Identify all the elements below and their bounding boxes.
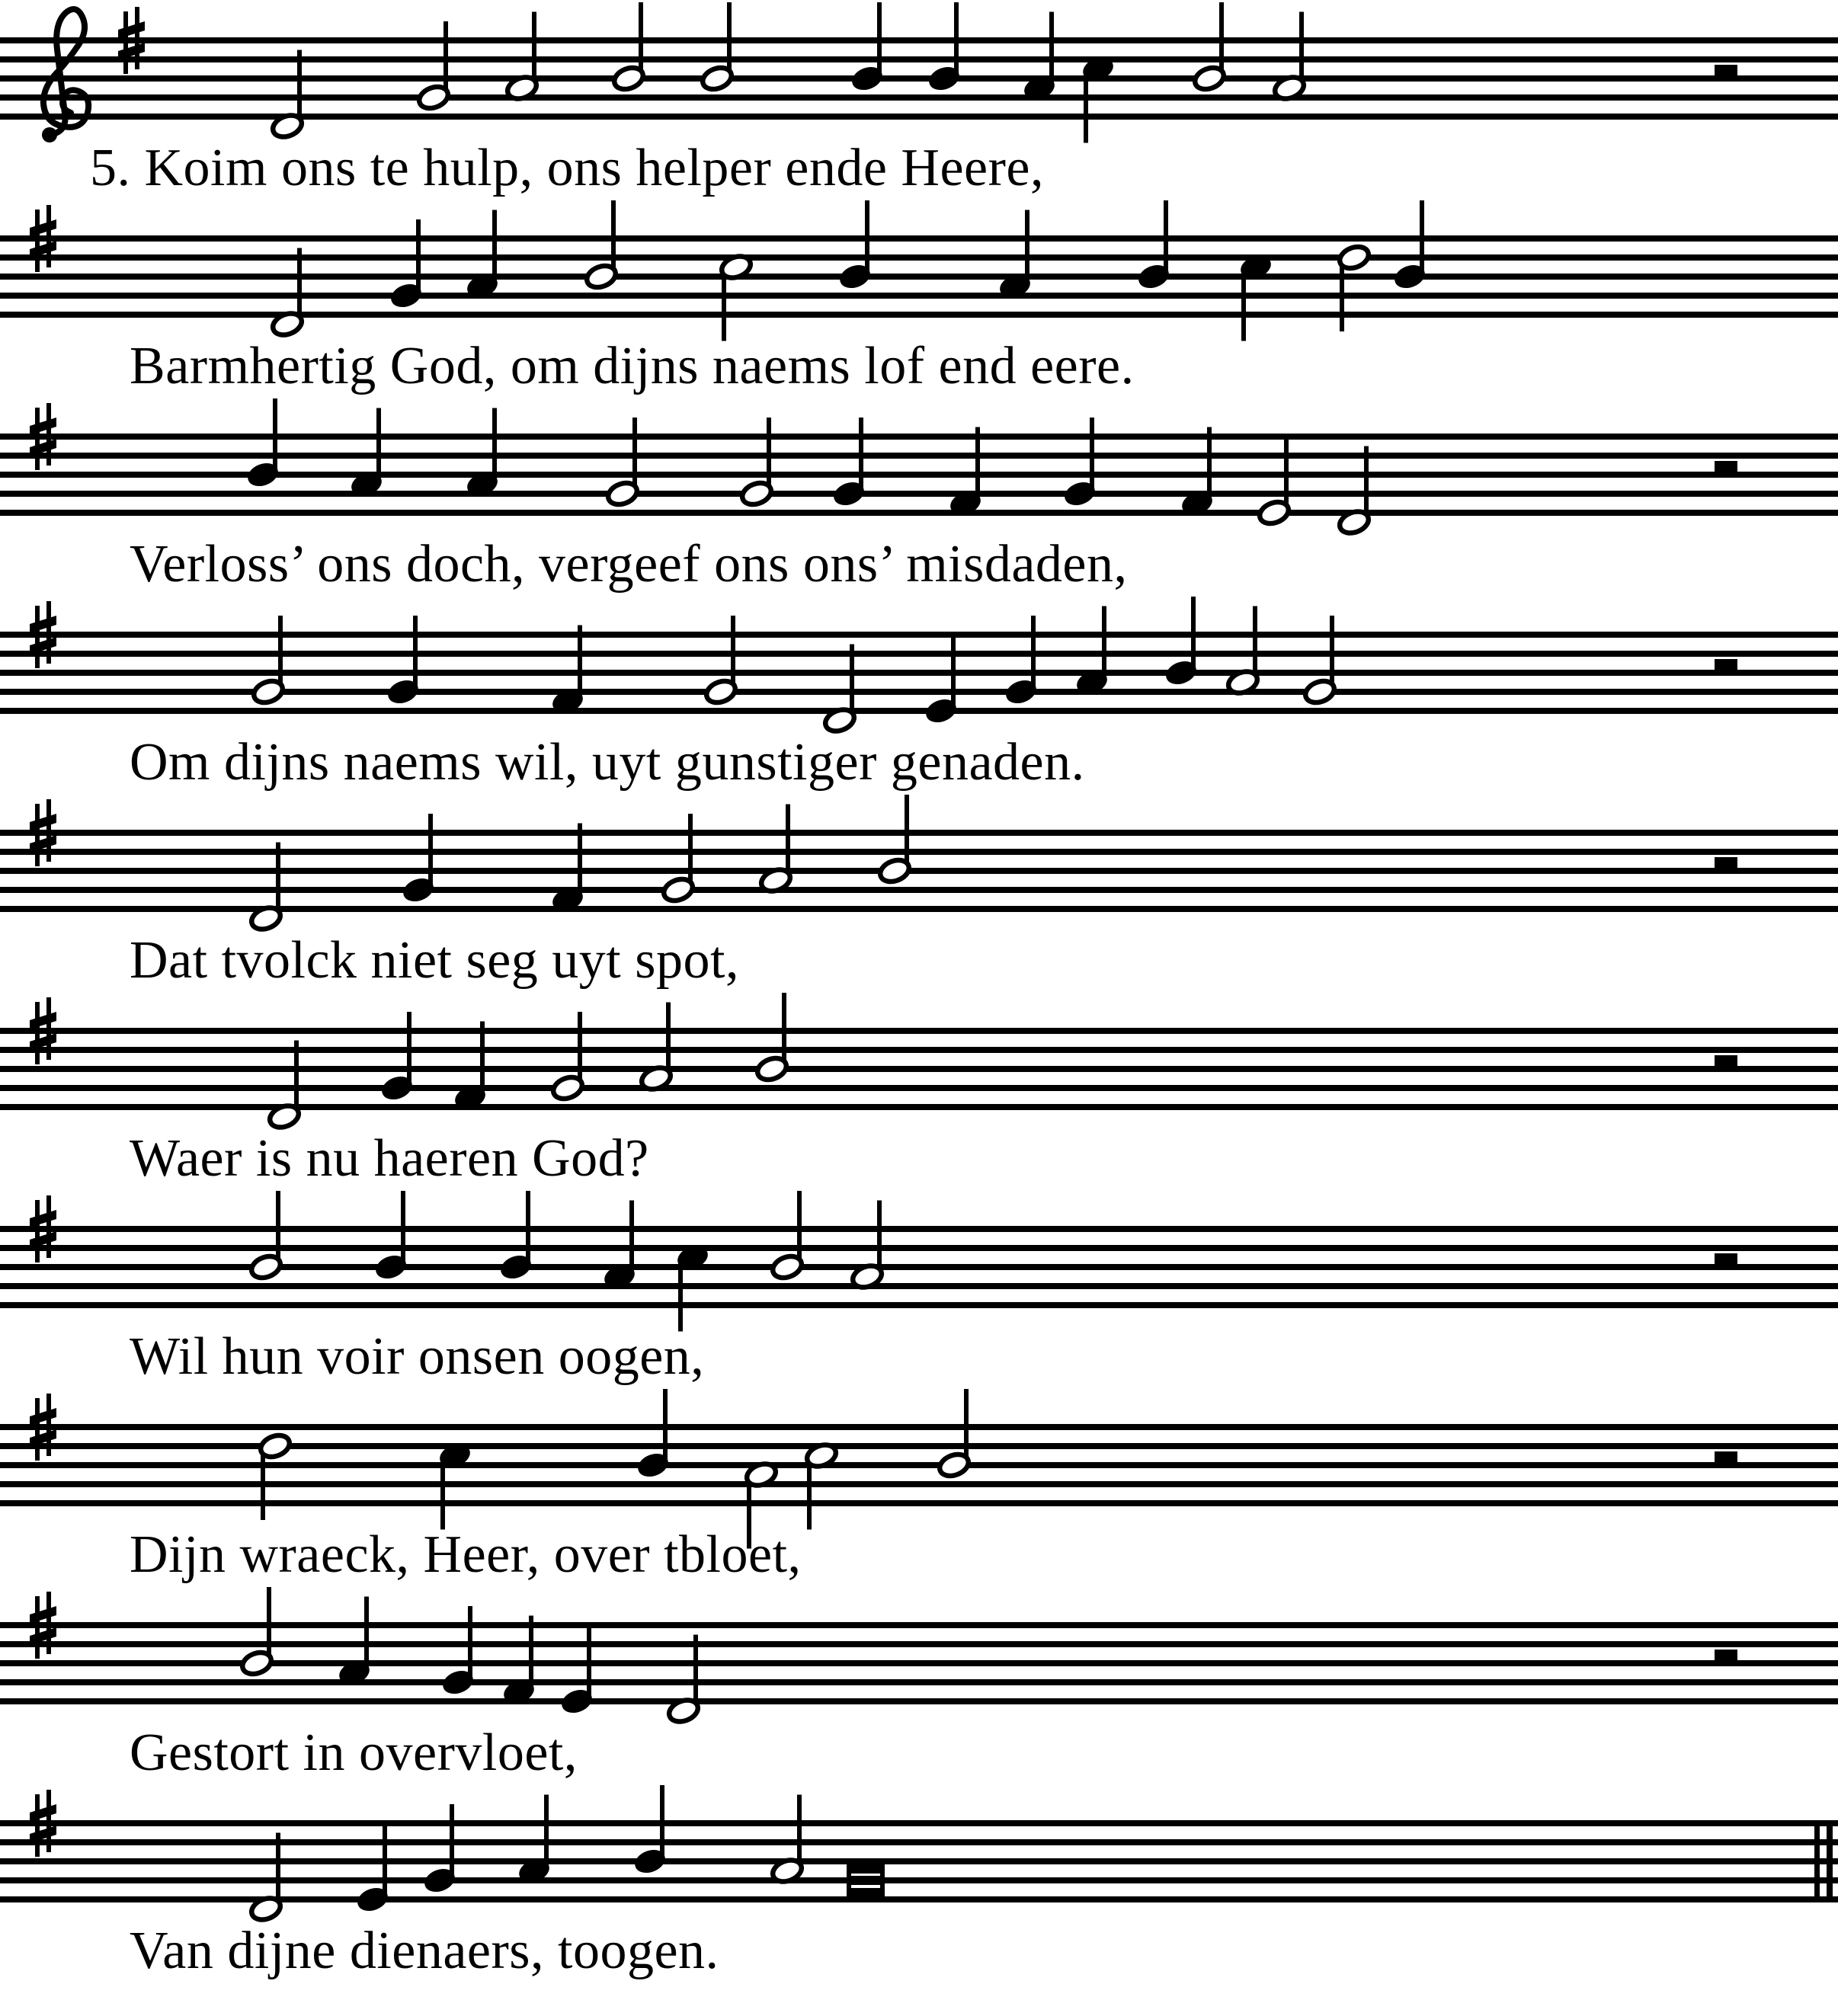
half-rest-icon [1715,1650,1737,1662]
lyric-line-9: Gestort in overvloet, [130,1723,578,1782]
note-G4-quarter [831,418,866,508]
note-B4-half [248,1191,283,1282]
note-D5-half [258,1432,293,1520]
staff-line [0,1028,1838,1034]
note-B4-quarter [850,2,885,93]
staff-line [0,1641,1838,1647]
note-B4-half [770,1191,805,1282]
staff-line [0,1622,1838,1628]
staff-line [0,114,1838,120]
note-B4-quarter [1392,200,1427,291]
lyric-line-5: Dat tvolck niet seg uyt spot, [130,931,739,990]
staff-line [0,1858,1838,1864]
staff-line [0,887,1838,893]
note-G4-quarter [401,814,436,904]
note-B4-half [611,2,646,93]
staff-line [0,1047,1838,1053]
half-rest-icon [1715,1451,1737,1464]
staff-line [0,1066,1838,1072]
note-G4-half [550,1012,585,1102]
staff-line [0,632,1838,638]
staff-line [0,1877,1838,1883]
note-B4-quarter [245,398,280,489]
note-B4-quarter [837,200,873,291]
note-G4-quarter [1062,418,1097,508]
staff-line [0,651,1838,657]
staff-system-7 [0,1191,1838,1332]
note-G4-quarter [386,616,421,706]
lyric-line-1: 5. Koim ons te hulp, ons helper ende Heere, [90,139,1045,197]
note-D5-half [1337,243,1372,331]
note-G4-breve [847,1860,885,1901]
note-G4-half [661,814,696,904]
note-B4-quarter [927,2,962,93]
lyric-line-6: Waer is nu haeren God? [130,1129,649,1188]
note-G4-quarter [440,1606,476,1697]
note-G4-quarter [379,1012,415,1102]
staff-system-2 [0,200,1838,341]
staff-system-4 [0,597,1838,735]
lyric-line-4: Om dijns naems wil, uyt gunstiger genaden. [130,733,1085,792]
note-B4-quarter [498,1191,533,1282]
note-B4-quarter [636,1389,671,1480]
half-rest-icon [1715,461,1737,473]
staff-system-9 [0,1587,1838,1726]
note-B4-quarter [373,1191,408,1282]
staff-line [0,274,1838,280]
note-B4-half [877,795,912,885]
half-rest-icon [1715,65,1737,77]
note-B4-quarter [632,1785,668,1876]
note-G4-half [1302,616,1337,706]
staff-line [0,1500,1838,1506]
staff-system-10 [0,1785,1838,1924]
half-rest-icon [1715,1253,1737,1266]
staff-line [0,1462,1838,1468]
staff-line [0,235,1838,242]
lyric-line-8: Dijn wraeck, Heer, over tbloet, [130,1525,802,1584]
note-E4-half [1257,437,1292,527]
note-B4-half [754,993,789,1083]
lyric-line-3: Verloss’ ons doch, vergeef ons ons’ misdaden, [130,535,1128,594]
staff-line [0,293,1838,299]
staff-system-6 [0,993,1838,1131]
note-B4-half [937,1389,972,1480]
staff-system-1 [0,2,1838,143]
staff-line [0,1424,1838,1430]
staff-line [0,510,1838,516]
staff-line [0,1839,1838,1845]
note-G4-quarter [389,219,424,310]
staff-line [0,1820,1838,1826]
staff-line [0,670,1838,676]
staff-line [0,1283,1838,1289]
staff-system-5 [0,795,1838,933]
half-rest-icon [1715,659,1737,671]
staff-line [0,75,1838,82]
note-G4-half [416,21,451,112]
staff-line [0,1679,1838,1685]
staff-system-3 [0,398,1838,537]
note-G4-half [703,616,738,706]
lyric-line-2: Barmhertig God, om dijns naems lof end eere. [130,337,1135,395]
note-G4-quarter [1004,616,1039,706]
note-B4-half [584,200,619,291]
staff-line [0,1660,1838,1666]
note-B4-half [1192,2,1227,93]
staff-line [0,868,1838,874]
note-E4-quarter [355,1823,390,1914]
staff-line [0,1226,1838,1232]
staff-line [0,37,1838,43]
note-E4-quarter [924,635,959,725]
half-rest-icon [1715,1055,1737,1067]
staff-line [0,1302,1838,1308]
staff-line [0,1698,1838,1704]
staff-line [0,849,1838,855]
lyric-line-10: Van dijne dienaers, toogen. [130,1922,719,1980]
lyric-line-7: Wil hun voir onsen oogen, [130,1327,705,1386]
staff-line [0,1245,1838,1251]
note-B4-half [700,2,735,93]
note-G4-half [739,418,774,508]
staff-line [0,1481,1838,1487]
staff-line [0,56,1838,62]
staff-line [0,830,1838,836]
half-rest-icon [1715,857,1737,869]
note-G4-half [251,616,286,706]
note-B4-quarter [1136,200,1171,291]
note-B4-quarter [1164,597,1199,687]
note-B4-half [239,1587,274,1678]
note-G4-half [605,418,640,508]
staff-line [0,708,1838,714]
note-G4-quarter [422,1804,457,1895]
staff-line [0,94,1838,101]
note-E4-quarter [559,1625,594,1716]
staff-line [0,312,1838,318]
staff-line [0,254,1838,261]
staff-line [0,1085,1838,1091]
staff-line [0,491,1838,497]
